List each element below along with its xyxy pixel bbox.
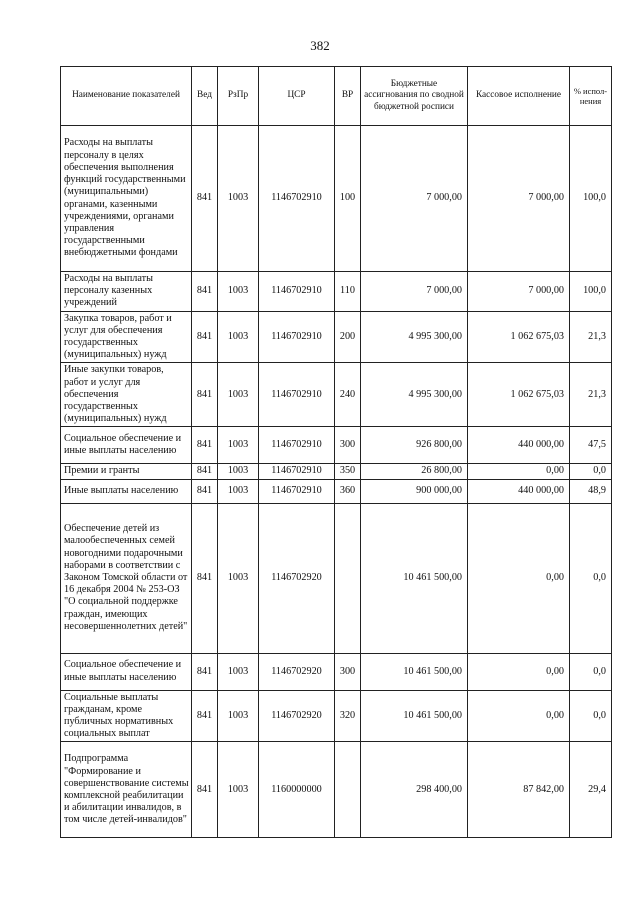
cell-csr: 1146702910 [259,126,335,272]
table-row [61,464,612,479]
cell-csr: 1146702910 [259,311,335,363]
cell-rzpr: 1003 [218,479,259,503]
cell-budget: 10 461 500,00 [361,503,468,653]
cell-cash: 0,00 [468,503,570,653]
cell-cash: 7 000,00 [468,272,570,312]
header-budget: Бюджетные ассигнования по сводной бюджетной росписи [361,67,468,126]
cell-cash: 0,00 [468,464,570,479]
header-csr: ЦСР [259,67,335,126]
cell-budget: 900 000,00 [361,479,468,503]
budget-execution-table [60,66,612,838]
cell-pct: 29,4 [570,742,612,838]
cell-csr: 1160000000 [259,742,335,838]
cell-cash: 0,00 [468,653,570,690]
cell-name: Иные закупки товаров, работ и услуг для обеспечения государственных (муниципальных) нужд [61,363,192,427]
cell-pct: 0,0 [570,464,612,479]
table-row [61,503,612,653]
header-rzpr: РзПр [218,67,259,126]
cell-vr: 240 [335,363,361,427]
table-row [61,272,612,312]
cell-csr: 1146702910 [259,272,335,312]
cell-pct: 0,0 [570,503,612,653]
table-row [61,479,612,503]
cell-rzpr: 1003 [218,126,259,272]
cell-budget: 10 461 500,00 [361,690,468,742]
cell-pct: 100,0 [570,272,612,312]
cell-ved: 841 [192,363,218,427]
cell-vr: 110 [335,272,361,312]
cell-name: Социальные выплаты гражданам, кроме публичных нормативных социальных выплат [61,690,192,742]
cell-vr: 300 [335,653,361,690]
cell-rzpr: 1003 [218,427,259,464]
cell-csr: 1146702920 [259,503,335,653]
cell-name: Расходы на выплаты персоналу в целях обеспечения выполнения функций государственными (муниципальными) органами, казенными учреждениями, органами управления государственными внебюджетными фондами [61,126,192,272]
cell-pct: 100,0 [570,126,612,272]
cell-name: Обеспечение детей из малообеспеченных семей новогодними подарочными наборами в соответствии с Законом Томской области от 16 декабря 2004 № 253-ОЗ "О социальной поддержке граждан, имеющих несовершеннолетних детей" [61,503,192,653]
header-cash: Кассовое исполнение [468,67,570,126]
cell-budget: 926 800,00 [361,427,468,464]
cell-vr: 300 [335,427,361,464]
cell-ved: 841 [192,427,218,464]
cell-vr [335,742,361,838]
cell-csr: 1146702910 [259,464,335,479]
cell-ved: 841 [192,272,218,312]
cell-ved: 841 [192,690,218,742]
header-name: Наименование показателей [61,67,192,126]
cell-name: Социальное обеспечение и иные выплаты населению [61,653,192,690]
cell-pct: 21,3 [570,363,612,427]
table-row [61,690,612,742]
cell-ved: 841 [192,479,218,503]
cell-vr: 350 [335,464,361,479]
cell-ved: 841 [192,311,218,363]
cell-rzpr: 1003 [218,503,259,653]
cell-cash: 0,00 [468,690,570,742]
cell-name: Премии и гранты [61,464,192,479]
cell-csr: 1146702920 [259,690,335,742]
cell-budget: 26 800,00 [361,464,468,479]
cell-csr: 1146702910 [259,479,335,503]
header-ved: Вед [192,67,218,126]
cell-budget: 4 995 300,00 [361,363,468,427]
cell-pct: 0,0 [570,690,612,742]
cell-budget: 10 461 500,00 [361,653,468,690]
cell-cash: 1 062 675,03 [468,363,570,427]
cell-cash: 440 000,00 [468,427,570,464]
cell-rzpr: 1003 [218,272,259,312]
table-row [61,653,612,690]
cell-name: Подпрограмма "Формирование и совершенствование системы комплексной реабилитации и абилитации инвалидов, в том числе детей-инвалидов" [61,742,192,838]
table-header-row [61,67,612,126]
cell-csr: 1146702920 [259,653,335,690]
cell-budget: 7 000,00 [361,272,468,312]
cell-pct: 47,5 [570,427,612,464]
cell-vr: 360 [335,479,361,503]
cell-name: Закупка товаров, работ и услуг для обеспечения государственных (муниципальных) нужд [61,311,192,363]
table-row [61,311,612,363]
header-pct: % испол-нения [570,67,612,126]
cell-ved: 841 [192,742,218,838]
cell-vr: 320 [335,690,361,742]
table-row [61,742,612,838]
cell-pct: 0,0 [570,653,612,690]
cell-ved: 841 [192,653,218,690]
cell-budget: 7 000,00 [361,126,468,272]
cell-cash: 440 000,00 [468,479,570,503]
cell-cash: 87 842,00 [468,742,570,838]
table-row [61,427,612,464]
cell-vr: 200 [335,311,361,363]
cell-name: Социальное обеспечение и иные выплаты населению [61,427,192,464]
table-row [61,363,612,427]
cell-budget: 298 400,00 [361,742,468,838]
cell-name: Иные выплаты населению [61,479,192,503]
cell-ved: 841 [192,126,218,272]
cell-rzpr: 1003 [218,690,259,742]
header-vr: ВР [335,67,361,126]
cell-vr: 100 [335,126,361,272]
page-number: 382 [310,38,330,53]
cell-rzpr: 1003 [218,363,259,427]
cell-rzpr: 1003 [218,742,259,838]
cell-budget: 4 995 300,00 [361,311,468,363]
cell-ved: 841 [192,464,218,479]
cell-rzpr: 1003 [218,311,259,363]
cell-vr [335,503,361,653]
cell-csr: 1146702910 [259,427,335,464]
table-row [61,126,612,272]
cell-cash: 1 062 675,03 [468,311,570,363]
cell-cash: 7 000,00 [468,126,570,272]
cell-csr: 1146702910 [259,363,335,427]
cell-pct: 48,9 [570,479,612,503]
cell-ved: 841 [192,503,218,653]
cell-rzpr: 1003 [218,464,259,479]
cell-name: Расходы на выплаты персоналу казенных учреждений [61,272,192,312]
cell-rzpr: 1003 [218,653,259,690]
cell-pct: 21,3 [570,311,612,363]
